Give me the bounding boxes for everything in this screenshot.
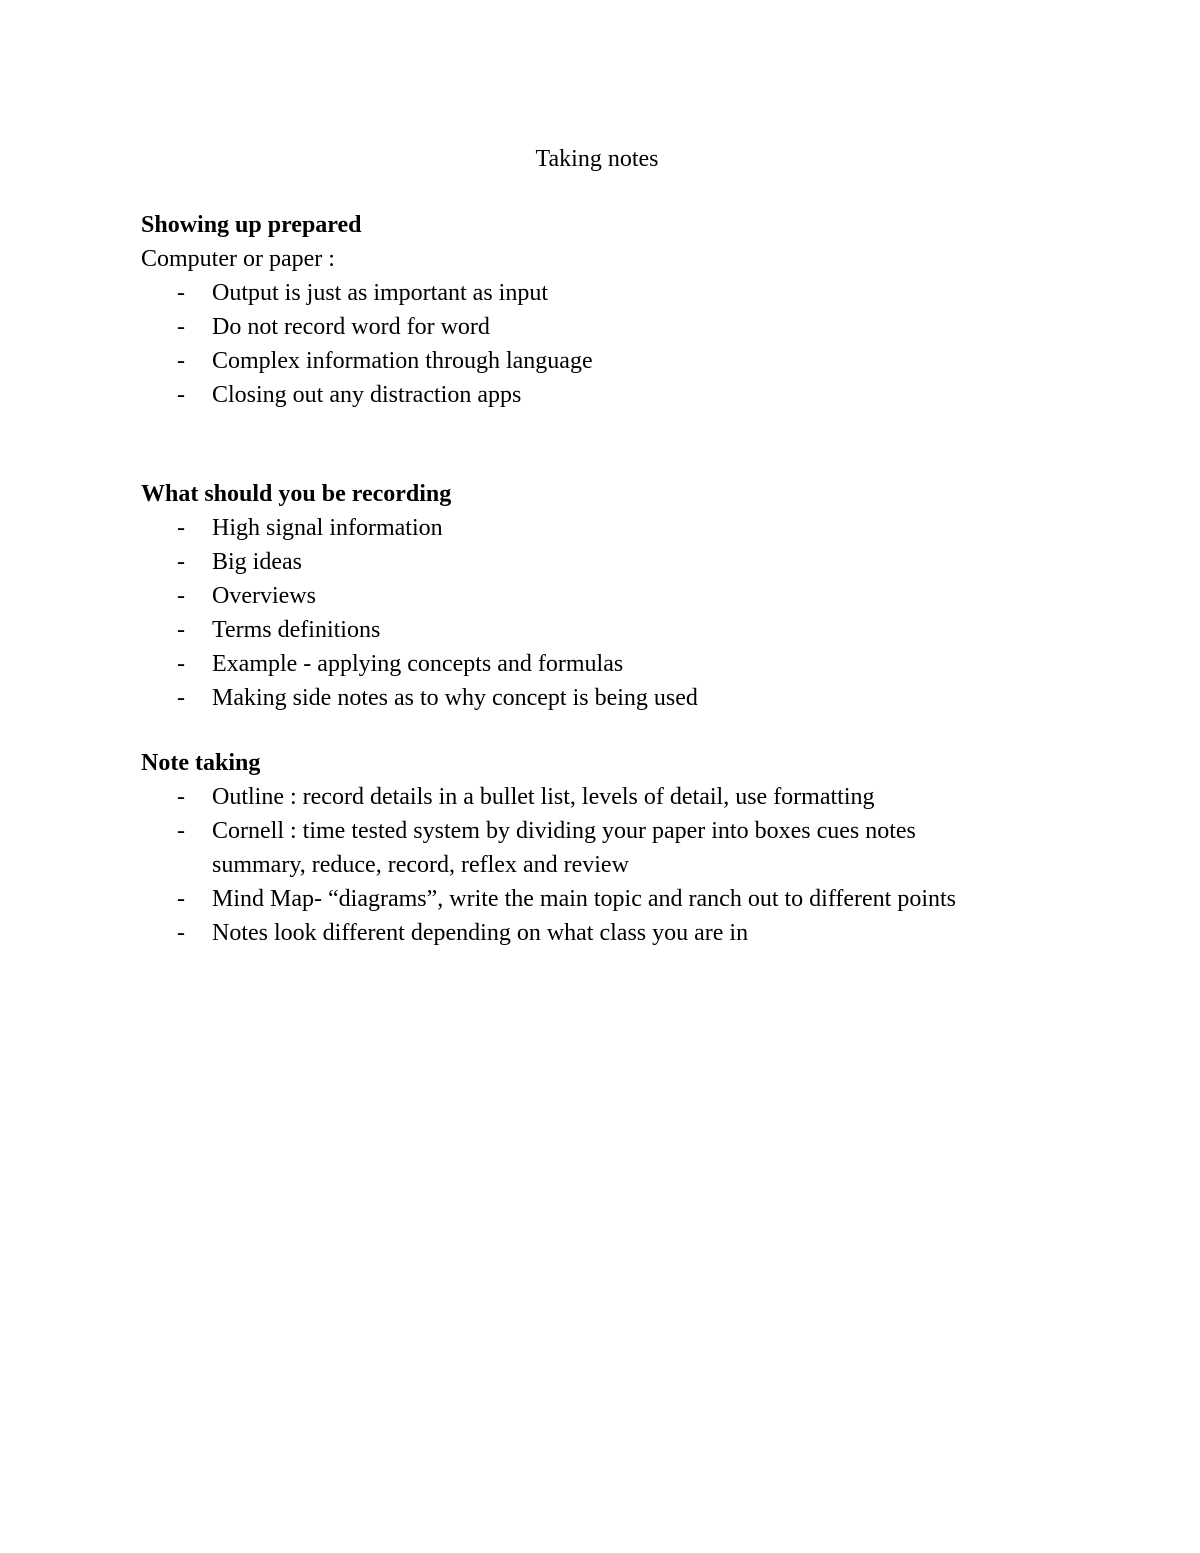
list-item	[141, 310, 1141, 344]
dash-bullet-icon: -	[177, 920, 185, 946]
list-item-text: Terms definitions	[212, 617, 381, 643]
list-item	[141, 579, 1141, 613]
list-item-text: Cornell : time tested system by dividing your paper into boxes cues notes summary, reduce, record, reflex and review	[212, 818, 916, 878]
dash-bullet-icon: -	[177, 314, 185, 340]
bullet-list	[141, 780, 1141, 950]
list-item	[141, 344, 1141, 378]
dash-bullet-icon: -	[177, 617, 185, 643]
dash-bullet-icon: -	[177, 685, 185, 711]
list-item	[141, 882, 1141, 916]
list-item-text: Making side notes as to why concept is being used	[212, 685, 698, 711]
list-item	[141, 780, 1141, 814]
list-item-text: Closing out any distraction apps	[212, 382, 522, 408]
list-item	[141, 814, 1141, 882]
section-intro: Computer or paper :	[141, 246, 335, 272]
list-item-text: Notes look different depending on what class you are in	[212, 920, 749, 946]
list-item-text: Output is just as important as input	[212, 280, 548, 306]
list-item-text: High signal information	[212, 515, 443, 541]
dash-bullet-icon: -	[177, 583, 185, 609]
list-item-text: Overviews	[212, 583, 316, 609]
list-item-text: Do not record word for word	[212, 314, 490, 340]
dash-bullet-icon: -	[177, 549, 185, 575]
bullet-list	[141, 276, 1141, 412]
dash-bullet-icon: -	[177, 886, 185, 912]
list-item	[141, 613, 1141, 647]
list-item	[141, 511, 1141, 545]
list-item-text: Mind Map- “diagrams”, write the main topic and ranch out to different points	[212, 886, 957, 912]
section-what-should-you-be-recording	[141, 477, 1141, 715]
list-item-text: Big ideas	[212, 549, 302, 575]
list-item	[141, 276, 1141, 310]
dash-bullet-icon: -	[177, 818, 185, 844]
dash-bullet-icon: -	[177, 784, 185, 810]
list-item-text: Example - applying concepts and formulas	[212, 651, 624, 677]
list-item-text: Complex information through language	[212, 348, 593, 374]
document-title: Taking notes	[535, 146, 659, 172]
section-note-taking	[141, 746, 1141, 950]
section-heading: Showing up prepared	[141, 212, 362, 238]
bullet-list	[141, 511, 1141, 715]
dash-bullet-icon: -	[177, 382, 185, 408]
list-item	[141, 681, 1141, 715]
list-item	[141, 545, 1141, 579]
section-showing-up-prepared	[141, 208, 1141, 412]
list-item	[141, 647, 1141, 681]
dash-bullet-icon: -	[177, 515, 185, 541]
list-item	[141, 378, 1141, 412]
list-item	[141, 916, 1141, 950]
dash-bullet-icon: -	[177, 651, 185, 677]
list-item-text: Outline : record details in a bullet list, levels of detail, use formatting	[212, 784, 875, 810]
section-heading: Note taking	[141, 750, 261, 776]
dash-bullet-icon: -	[177, 280, 185, 306]
section-heading: What should you be recording	[141, 481, 452, 507]
dash-bullet-icon: -	[177, 348, 185, 374]
